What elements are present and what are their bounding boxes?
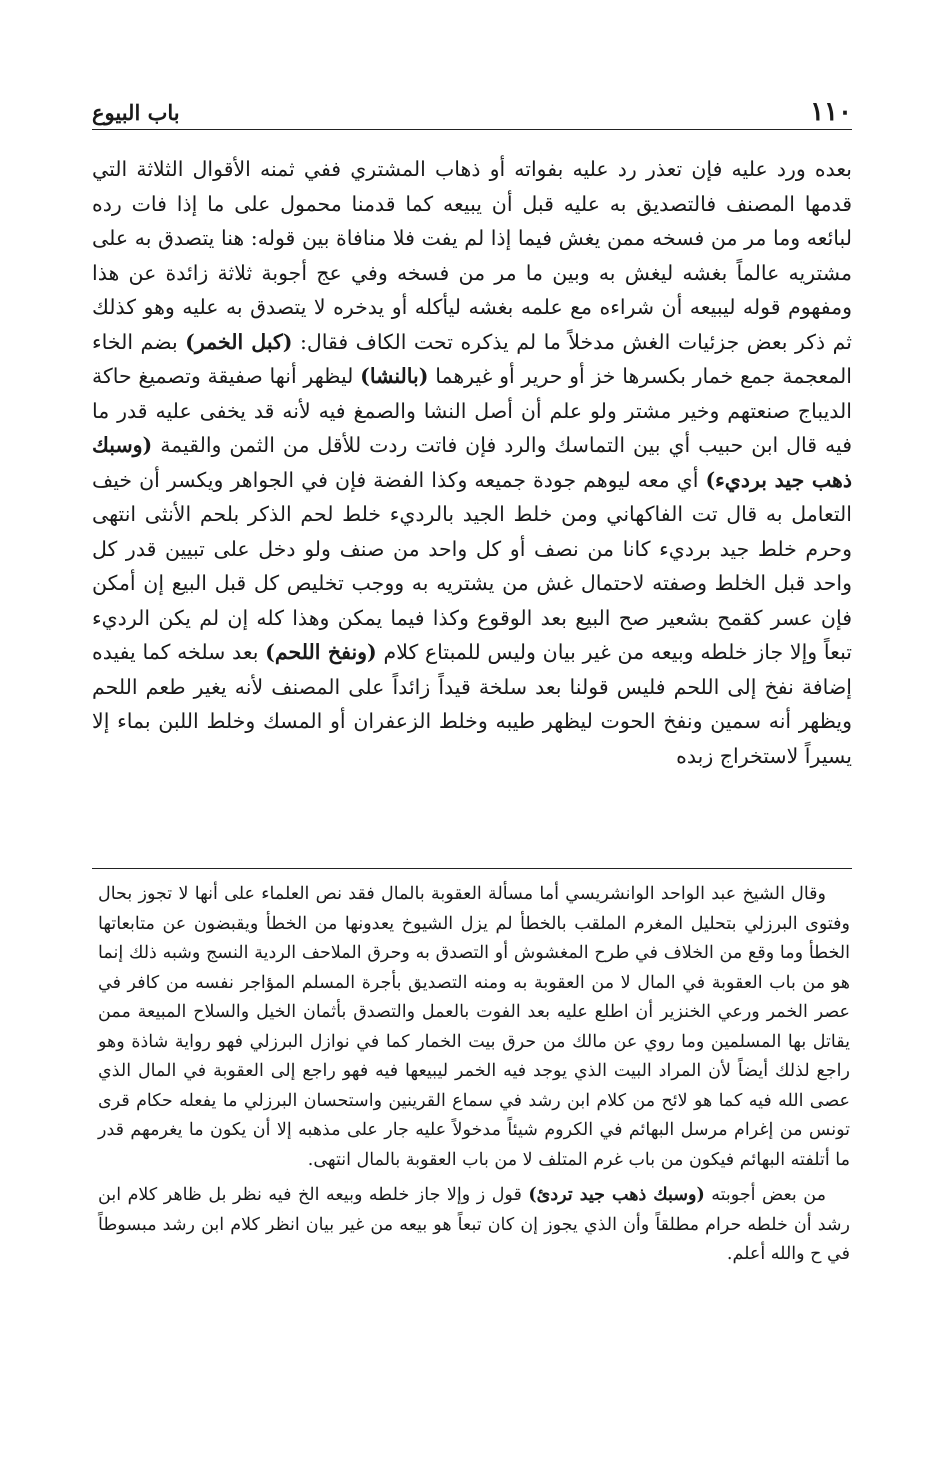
body-text: بعده ورد عليه فإن تعذر رد عليه بفواته أو ذهاب المشتري ففي ثمنه الأقوال الثلاثة التي قدمها المصنف فالتصديق به عليه قبل أن يبيعه كما قدمنا محمول على ما إذا فات رده لبائعه وما مر من فسخه ممن يغش فيما إذا لم يفت فلا منافاة بين قوله: هنا يتصدق به على مشتريه عالماً بغشه ليغش به وبين ما مر من فسخه وفي عج أجوبة ثلاثة زائدة عن هذا ومفهوم قوله ليبيعه أن شراءه مع علمه بغشه ليأكله أو يدخره لا يتصدق به عليه وهو كذلك ثم ذكر بعض جزئيات الغش مدخلاً ما لم يذكره تحت الكاف فقال: — [92, 157, 852, 354]
footnote-text: قول ز وإلا جاز خلطه وبيعه الخ فيه نظر بل ظاهر كلام ابن رشد أن خلطه حرام مطلقاً وأن الذي يجوز إن كان تبعاً هو بيعه من غير بيان انظر كلام ابن رشد مبسوطاً في ح والله أعلم. — [98, 1185, 850, 1264]
highlighted-term: (ونفخ اللحم) — [265, 640, 377, 664]
footnote-highlighted-term: (وسبك ذهب جيد تردئ) — [528, 1185, 705, 1205]
highlighted-term: (كبل الخمر) — [185, 329, 293, 354]
footnote-paragraph: وقال الشيخ عبد الواحد الوانشريسي أما مسألة العقوبة بالمال فقد نص العلماء على أنها لا تجوز بحال وفتوى البرزلي بتحليل المغرم الملقب بالخطأ لم يزل الشيوخ يعدونها من الخطأ ويقبضون عن متابعاتها الخطأ وما وقع من الخلاف في طرح المغشوش أو التصدق به وحرق الملاحف الردية النسج وشبه ذلك إنما هو من باب العقوبة في المال لا من العقوبة به ومنه التصديق بأجرة المسلم المؤاجر نفسه من كافر في عصر الخمر ورعي الخنزير أن اطلع عليه بعد الفوت بالعمل والتصدق بأثمان الخيل والسلاح المبيعة ممن يقاتل بها المسلمين وما روي عن مالك من حرق بيت الخمار كما في نوازل البرزلي فهو رواية شاذة وهو راجع لذلك أيضاً لأن المراد البيت الذي يوجد فيه الخمر ليبيعها فيه فهو راجع إلى العقوبة في المال الذي عصى الله فيه كما هو لائح من كلام ابن رشد في سماع القرينين واستحسان البرزلي ما يفعله حكام قرى تونس من إغرام مرسل البهائم في الكروم شيئاً مدخولاً عليه جار على مذهبه إلا أن يكون ما يغرمهم قدر ما أتلفته البهائم فيكون من باب غرم المتلف لا من باب العقوبة بالمال انتهى. — [98, 884, 850, 1170]
footnotes — [98, 880, 850, 1270]
body-text: بعد سلخه كما يفيده إضافة نفخ إلى اللحم فليس قولنا بعد سلخة قيداً زائداً على المصنف لأنه يغير طعم اللحم ويظهر أنه سمين ونفخ الحوت ليظهر طيبه وخلط الزعفران أو المسك وخلط اللبن بماء إلا يسيراً لاستخراج زبده — [92, 640, 852, 768]
page-number: ١١٠ — [810, 97, 852, 127]
header-rule — [92, 129, 852, 130]
page-header — [92, 95, 852, 135]
footnote-divider — [92, 868, 852, 869]
body-text: أي معه ليوهم جودة جميعه وكذا الفضة فإن في الجواهر ويكسر أن خيف التعامل به قال تت الفاكهاني ومن خلط الجيد بالرديء خلط لحم الذكر بلحم الأنثى انتهى وحرم خلط جيد برديء كانا من نصف أو كل واحد من صنف ولو دخل على تبيين قدر كل واحد قبل الخلط وصفته لاحتمال غش من يشتريه به ووجب تخليص كل قبل البيع إن أمكن فإن عسر كقمح بشعير صح البيع بعد الوقوع وكذا فيما يمكن وهذا كله إن لم يكن الرديء تبعاً وإلا جاز خلطه وبيعه من غير بيان وليس للمبتاع كلام — [92, 467, 852, 664]
main-paragraph — [92, 152, 852, 773]
highlighted-term: (بالنشا) — [360, 364, 429, 388]
main-text — [92, 152, 852, 773]
highlighted-term: (وسبك ذهب جيد برديء) — [92, 433, 852, 492]
body-text: ليظهر أنها صفيقة وتصميغ حاكة الديباج صنعتهم وخير مشتر ولو علم أن أصل النشا والصمغ فيه لأنه قد يخفى عليه قدر ما فيه قال ابن حبيب أي بين التماسك والرد فإن فاتت ردت للأقل من الثمن والقيمة — [92, 364, 852, 457]
footnote-paragraph — [98, 1181, 850, 1270]
body-text: بضم الخاء المعجمة جمع خمار بكسرها خز أو حرير أو غيرهما — [92, 329, 852, 388]
running-title: باب البيوع — [92, 100, 180, 125]
footnote-text: من بعض أجوبته — [711, 1185, 826, 1205]
